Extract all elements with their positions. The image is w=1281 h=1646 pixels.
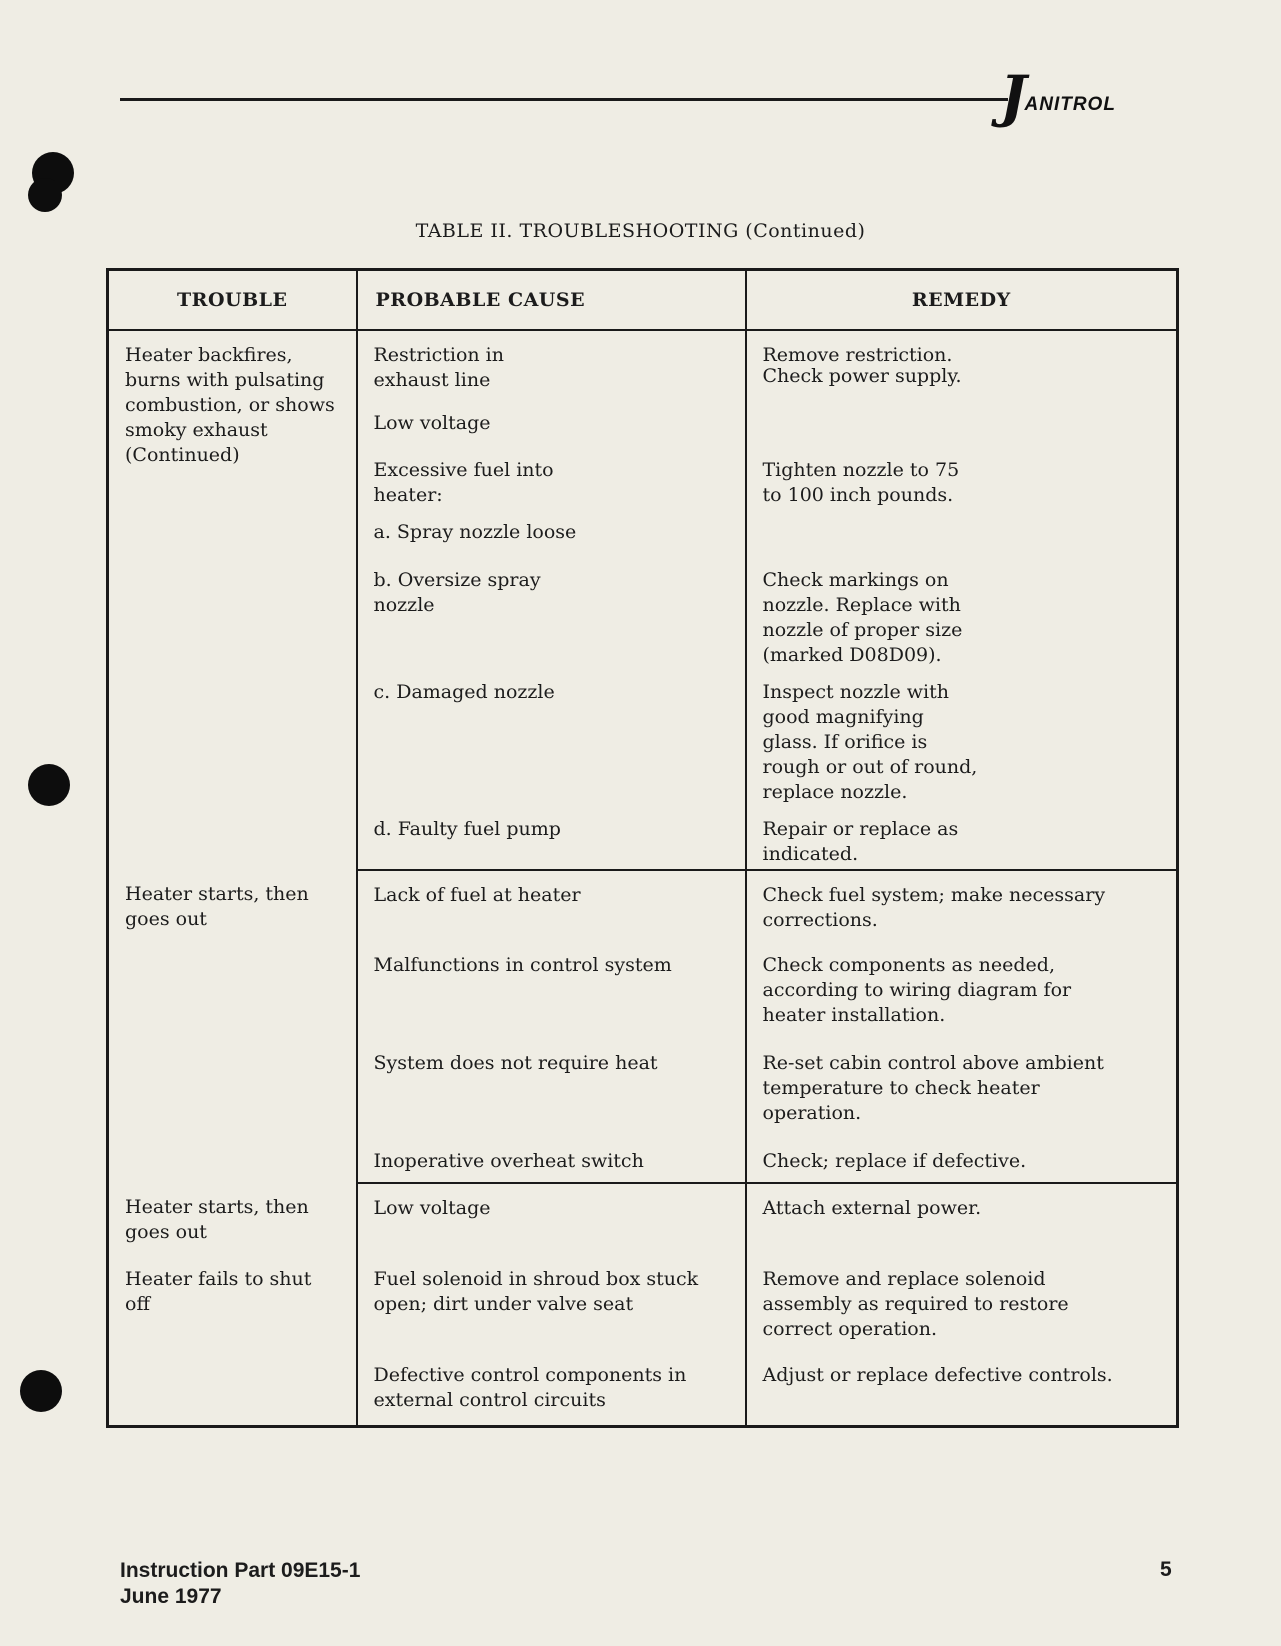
punch-hole	[28, 764, 70, 806]
trouble-cell: Heater fails to shut off	[108, 1255, 357, 1353]
cause-cell: Restriction in exhaust line	[357, 330, 746, 401]
trouble-cell: Heater backfires, burns with pulsating combustion, or shows smoky exhaust (Continued)	[108, 330, 357, 870]
punch-hole	[28, 178, 62, 212]
cause-cell: d. Faulty fuel pump	[357, 805, 746, 870]
footer-document-info	[120, 1558, 360, 1610]
cause-cell: Low voltage	[357, 1183, 746, 1255]
column-header-trouble: TROUBLE	[108, 270, 357, 331]
cause-cell: Fuel solenoid in shroud box stuck open; dirt under valve seat	[357, 1255, 746, 1353]
remedy-cell: Check; replace if defective.	[746, 1137, 1178, 1183]
table-row	[108, 1353, 1178, 1427]
remedy-cell: Check power supply.	[746, 401, 1178, 446]
header-rule	[120, 98, 1008, 101]
logo-text: ANITROL	[1024, 94, 1116, 115]
table-header-row	[108, 270, 1178, 331]
cause-cell: Malfunctions in control system	[357, 941, 746, 1039]
table-row	[108, 1183, 1178, 1255]
remedy-cell: Inspect nozzle with good magnifying glass. If orifice is rough or out of round, replace nozzle.	[746, 668, 1178, 805]
punch-hole	[20, 1370, 62, 1412]
column-header-cause: PROBABLE CAUSE	[357, 270, 746, 331]
cause-cell: System does not require heat	[357, 1039, 746, 1137]
table-row	[108, 870, 1178, 941]
remedy-cell: Remove restriction.	[746, 330, 1178, 401]
remedy-cell: Adjust or replace defective controls.	[746, 1353, 1178, 1427]
remedy-cell: Tighten nozzle to 75 to 100 inch pounds.	[746, 508, 1178, 558]
table-title: TABLE II. TROUBLESHOOTING (Continued)	[415, 220, 866, 242]
remedy-cell: Attach external power.	[746, 1183, 1178, 1255]
trouble-cell	[108, 1353, 357, 1427]
cause-cell: a. Spray nozzle loose	[357, 508, 746, 558]
janitrol-logo	[1000, 64, 1116, 130]
remedy-cell: Re-set cabin control above ambient temperature to check heater operation.	[746, 1039, 1178, 1137]
trouble-cell: Heater starts, then goes out	[108, 870, 357, 1183]
column-header-remedy: REMEDY	[746, 270, 1178, 331]
trouble-cell: Heater starts, then goes out	[108, 1183, 357, 1255]
remedy-cell: Check components as needed, according to wiring diagram for heater installation.	[746, 941, 1178, 1039]
cause-cell: Lack of fuel at heater	[357, 870, 746, 941]
footer-part-number: Instruction Part 09E15-1	[120, 1559, 361, 1582]
troubleshooting-table	[106, 268, 1179, 1428]
cause-cell: Excessive fuel into heater:	[357, 446, 746, 508]
remedy-cell: Check markings on nozzle. Replace with nozzle of proper size (marked D08D09).	[746, 558, 1178, 668]
remedy-cell: Check fuel system; make necessary corrections.	[746, 870, 1178, 941]
footer-date: June 1977	[120, 1585, 222, 1608]
cause-cell: Low voltage	[357, 401, 746, 446]
cause-cell: Inoperative overheat switch	[357, 1137, 746, 1183]
cause-cell: c. Damaged nozzle	[357, 668, 746, 805]
cause-cell: Defective control components in external control circuits	[357, 1353, 746, 1427]
table-row	[108, 1255, 1178, 1353]
remedy-cell: Repair or replace as indicated.	[746, 805, 1178, 870]
cause-cell: b. Oversize spray nozzle	[357, 558, 746, 668]
remedy-cell: Remove and replace solenoid assembly as required to restore correct operation.	[746, 1255, 1178, 1353]
logo-initial: J	[1000, 64, 1027, 130]
page-number: 5	[1160, 1558, 1172, 1581]
